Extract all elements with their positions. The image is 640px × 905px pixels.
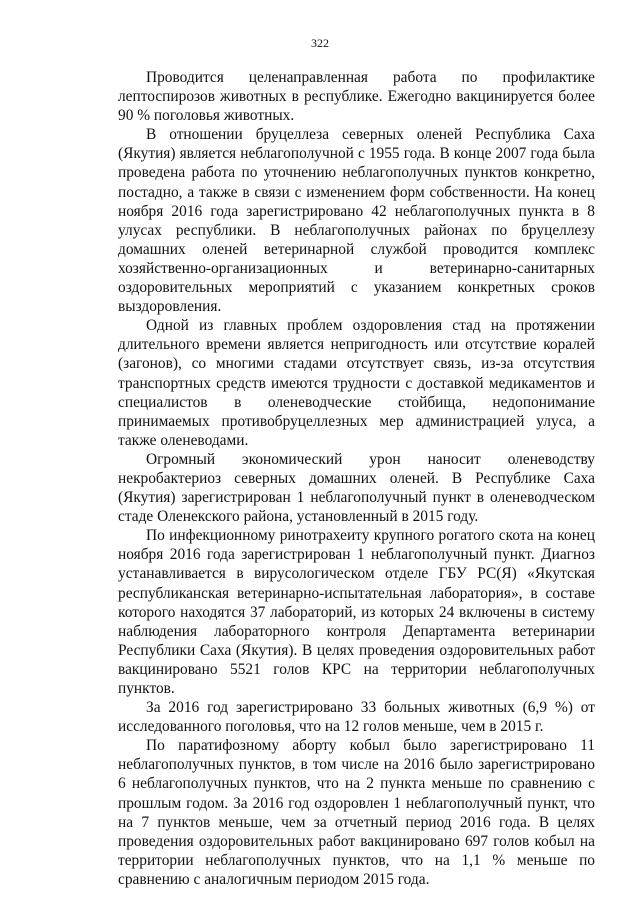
paragraph-herd-problems: Одной из главных проблем оздоровления стад на протяжении длительного времени является непригодность или отсутствие коралей (загонов), со многими стадами отсутствует связь, из-за отсутствия транспортных средств имеются трудности с доставкой медикаментов и специалистов в оленеводческие стойбища, недопонимание принимаемых противобруцеллезных мер администрацией улуса, а также оленеводами.	[118, 317, 595, 449]
paragraph-leptospirosis: Проводится целенаправленная работа по профилактике лептоспирозов животных в республике. Ежегодно вакцинируется более 90 % поголовья животных.	[118, 69, 595, 125]
paragraph-brucellosis: В отношении бруцеллеза северных оленей Республика Саха (Якутия) является неблагополучной с 1955 года. В конце 2007 года была проведена работа по уточнению неблагополучных пунктов конкретно, постадно, а также в связи с изменением форм собственности. На конец ноября 2016 года зарегистрировано 42 неблагополучных пункта в 8 улусах республики. В неблагополучных районах по бруцеллезу домашних оленей ветеринарной службой проводится комплекс хозяйственно-организационных и ветеринарно-санитарных оздоровительных мероприятий с указанием конкретных сроков выздоровления.	[118, 126, 595, 316]
paragraph-paratyphoid-abortion: По паратифозному аборту кобыл было зарегистрировано 11 неблагополучных пунктов, в том числе на 2016 было зарегистрировано 6 неблагополучных пунктов, что на 2 пункта меньше по сравнению с прошлым годом. За 2016 год оздоровлен 1 неблагополучный пункт, что на 7 пунктов меньше, чем за отчетный период 2016 года. В целях проведения оздоровительных работ вакцинировано 697 голов кобыл на территории неблагополучных пунктов, что на 1,1 % меньше по сравнению с аналогичным периодом 2015 года.	[118, 737, 595, 888]
paragraph-sick-animals: За 2016 год зарегистрировано 33 больных животных (6,9 %) от исследованного поголовья, что на 12 голов меньше, чем в 2015 г.	[118, 699, 595, 736]
document-body	[118, 68, 595, 889]
paragraph-necrobacteriosis: Огромный экономический урон наносит оленеводству некробактериоз северных домашних оленей. В Республике Саха (Якутия) зарегистрирован 1 неблагополучный пункт в оленеводческом стаде Оленекского района, установленный в 2015 году.	[118, 450, 595, 526]
page-number: 322	[311, 36, 329, 50]
paragraph-rhinotracheitis: По инфекционному ринотрахеиту крупного рогатого скота на конец ноября 2016 года зарегистрирован 1 неблагополучный пункт. Диагноз устанавливается в вирусологическом отделе ГБУ РС(Я) «Якутская республиканская ветеринарно-испытательная лаборатория», в составе которого находятся 37 лабораторий, из которых 24 включены в систему наблюдения лабораторного контроля Департамента ветеринарии Республики Саха (Якутия). В целях проведения оздоровительных работ вакцинировано 5521 голов КРС на территории неблагополучных пунктов.	[118, 527, 595, 697]
